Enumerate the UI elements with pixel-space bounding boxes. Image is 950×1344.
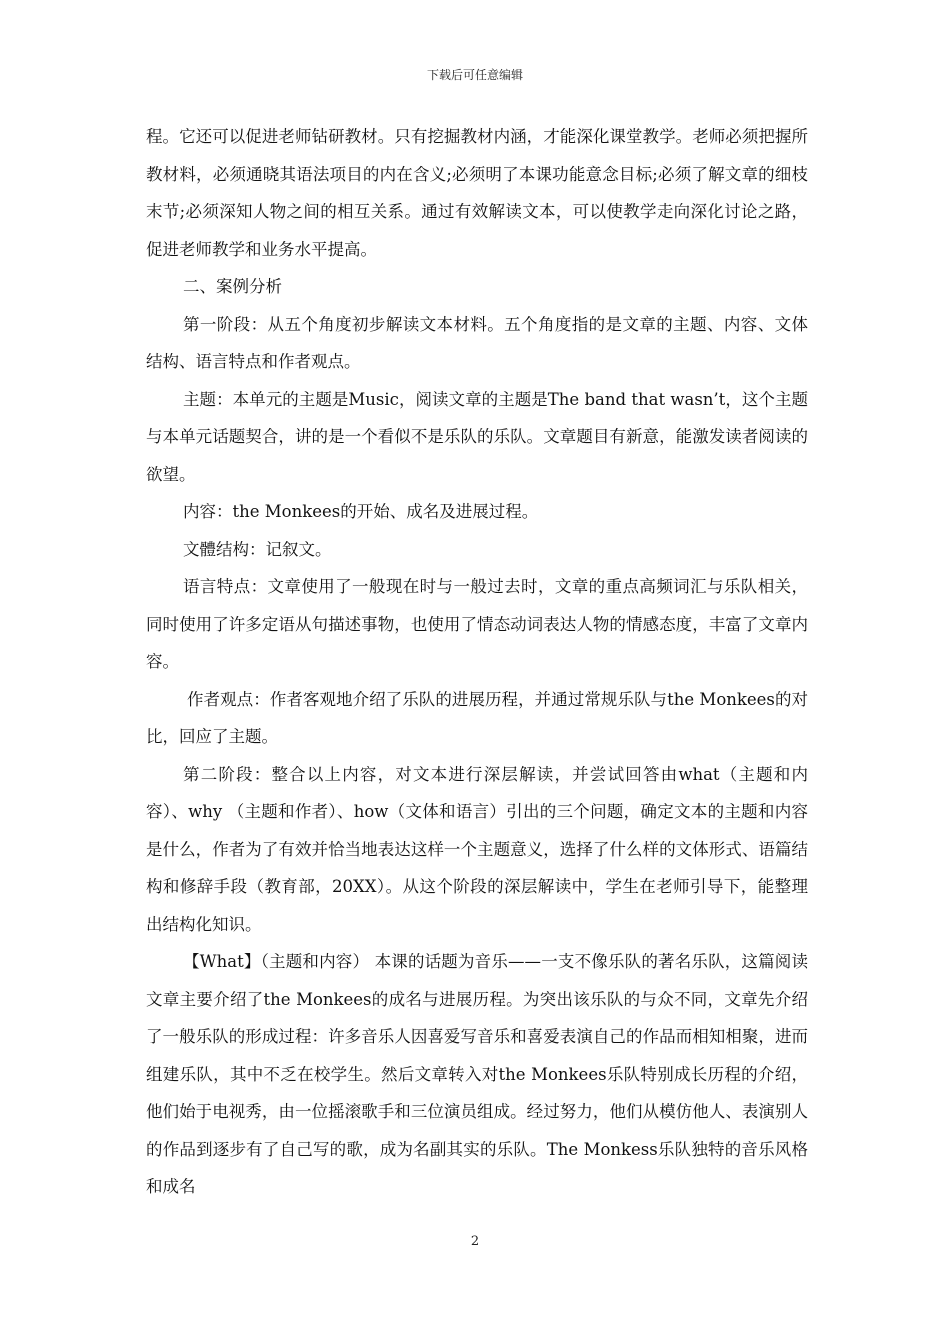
paragraph-stage-one: 第一阶段：从五个角度初步解读文本材料。五个角度指的是文章的主题、内容、文体结构、语言特点和作者观点。 [146,314,808,371]
paragraph-what: 【What】（主题和内容） 本课的话题为音乐——一支不像乐队的著名乐队，这篇阅读文章主要介绍了the Monkees的成名与进展历程。为突出该乐队的与众不同，文章先介绍了一般乐队的形成过程：许多音乐人因喜爱写音乐和喜爱表演自己的作品而相知相聚，进而组建乐队，其中不乏在校学生。然后文章转入对the Monkees乐队特别成长历程的介绍，他们始于电视秀，由一位摇滚歌手和三位演员组成。经过努力，他们从模仿他人、表演别人的作品到逐步有了自己写的歌，成为名副其实的乐队。The Monkess乐队独特的音乐风格和成名 [146,952,808,1196]
page-header: 下载后可任意编辑 [426,68,523,82]
paragraph-theme: 主题：本单元的主题是Music，阅读文章的主题是The band that wasn’t，这个主题与本单元话题契合，讲的是一个看似不是乐队的乐队。文章题目有新意，能激发读者阅读的欲望。 [146,389,808,484]
paragraph-stage-two: 第二阶段：整合以上内容，对文本进行深层解读，并尝试回答由what（主题和内容）、why （主题和作者）、how（文体和语言）引出的三个问题，确定文本的主题和内容是什么，作者为了有效并恰当地表达这样一个主题意义，选择了什么样的文体形式、语篇结构和修辞手段（教育部，20XX）。从这个阶段的深层解读中，学生在老师引导下，能整理出结构化知识。 [146,764,808,934]
paragraph-author-view: 作者观点：作者客观地介绍了乐队的进展历程，并通过常规乐队与the Monkees的对比，回应了主题。 [146,689,808,746]
paragraph-structure: 文體结构：记叙文。 [183,539,332,559]
document-body [146,118,808,1206]
paragraph-content: 内容：the Monkees的开始、成名及进展过程。 [183,502,539,521]
paragraph-continuation: 程。它还可以促进老师钻研教材。只有挖掘教材内涵，才能深化课堂教学。老师必须把握所教材料，必须通晓其语法项目的内在含义;必须明了本课功能意念目标;必须了解文章的细枝末节;必须深知人物之间的相互关系。通过有效解读文本，可以使教学走向深化讨论之路，促进老师教学和业务水平提高。 [146,127,808,259]
paragraph-language: 语言特点：文章使用了一般现在时与一般过去时，文章的重点高频词汇与乐队相关，同时使用了许多定语从句描述事物，也使用了情态动词表达人物的情感态度，丰富了文章内容。 [146,577,808,671]
section-heading: 二、案例分析 [183,277,282,296]
page-number: 2 [470,1234,480,1249]
